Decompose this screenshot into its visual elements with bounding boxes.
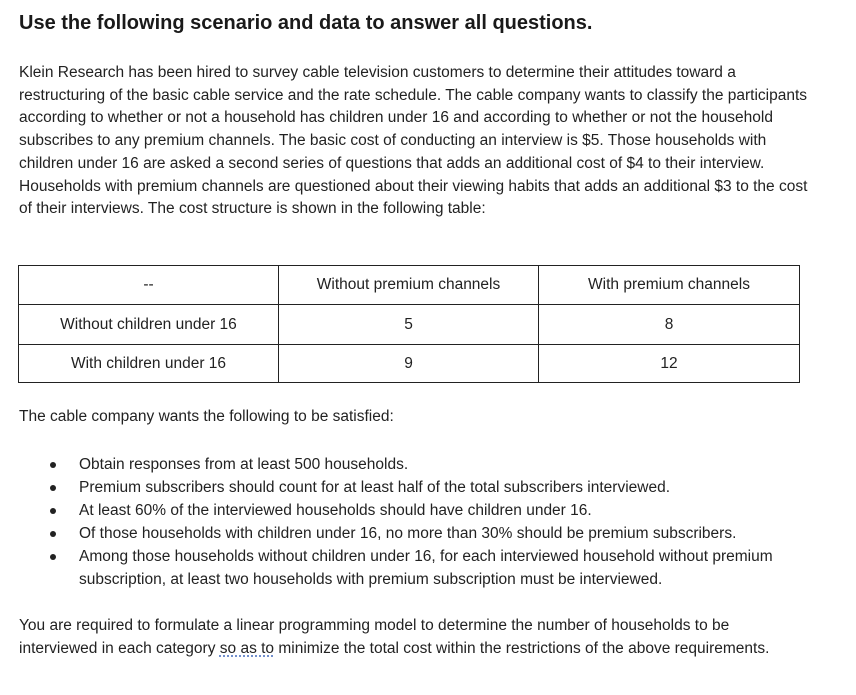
table-header-cell: -- [19,266,279,305]
list-item [0,476,809,499]
list-item-text: Among those households without children under 16, for each interviewed household without premium subscription, at least two households with premium subscription must be interviewed. [79,548,773,588]
cost-table [18,265,800,383]
table-row-label: Without children under 16 [19,305,279,345]
table-cell: 12 [539,345,800,383]
closing-paragraph [19,615,809,660]
list-item-text: At least 60% of the interviewed households should have children under 16. [79,502,592,519]
bullet-icon [50,462,56,468]
table-header-cell: Without premium channels [279,266,539,305]
bullet-icon [50,508,56,514]
table-row [19,305,800,345]
list-item-text: Obtain responses from at least 500 households. [79,456,409,473]
list-item-text: Of those households with children under 16, no more than 30% should be premium subscribers. [79,525,737,542]
closing-text-start: You are required to formulate a linear programming model to determine the number of households to be interviewed in each category [19,617,730,657]
table-cell: 9 [279,345,539,383]
requirements-list [0,453,856,591]
table-header-row [19,266,800,305]
table-cell: 8 [539,305,800,345]
list-item [0,453,809,476]
scenario-paragraph: Klein Research has been hired to survey cable television customers to determine their attitudes toward a restructuring of the basic cable service and the rate schedule. The cable company wants to classify the participants according to whether or not a household has children under 16 and according to whether or not the household subscribes to any premium channels. The basic cost of conducting an interview is $5. Those households with children under 16 are asked a second series of questions that adds an additional cost of $4 to their interview. Households with premium channels are questioned about their viewing habits that adds an additional $3 to the cost of their interviews. The cost structure is shown in the following table: [19,64,808,218]
closing-text-end: minimize the total cost within the restrictions of the above requirements. [274,639,770,657]
list-item [0,522,809,545]
table-row [19,345,800,383]
bullet-icon [50,554,56,560]
list-item [0,545,809,591]
list-item-text: Premium subscribers should count for at least half of the total subscribers interviewed. [79,479,670,496]
table-cell: 5 [279,305,539,345]
bullet-icon [50,531,56,537]
table-row-label: With children under 16 [19,345,279,383]
spellcheck-marked-phrase: so as to [219,639,275,657]
list-item [0,499,809,522]
bullet-icon [50,485,56,491]
requirements-intro: The cable company wants the following to be satisfied: [19,408,394,425]
table-header-cell: With premium channels [539,266,800,305]
page-heading: Use the following scenario and data to answer all questions. [19,12,593,34]
